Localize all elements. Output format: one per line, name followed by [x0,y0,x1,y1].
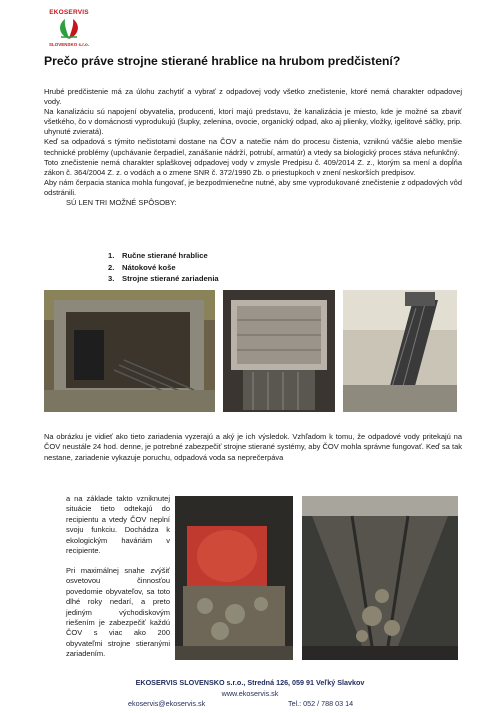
footer-email[interactable]: ekoservis@ekoservis.sk [128,699,206,708]
conclusion-text [66,566,170,660]
photo-mechanical-screen [343,290,457,412]
methods-list [108,250,219,285]
photo-clogged-screen [175,496,293,660]
photo-inlet-basket [223,290,335,412]
list-item: 1. Ručne stierané hrablice [108,251,208,260]
results-text-cont [66,494,170,556]
logo-subtitle: SLOVENSKO s.r.o. [48,42,89,47]
paragraph: Na kanalizáciu sú napojení obyvatelia, producenti, ktorí majú predstavu, že kanalizácia je miesto, kde je možné sa zbaviť všetkého, čo v domácnosti vyprodukujú (šupky, zelenina, ovocie, organický odpad, ako aj plienky, vložky, igelitové sáčky, prip. uhynuté zvieratá). [44,107,462,137]
paragraph: Hrubé predčistenie má za úlohu zachytiť a vybrať z odpadovej vody všetko znečistenie, ktoré nemá charakter odpadovej vody. [44,87,462,107]
paragraph: Aby nám čerpacia stanica mohla fungovať, je bezpodmienečne nutné, aby sme vyprodukované znečistenie z odpadových vôd odstránili. [44,177,462,197]
intro-text [44,87,462,208]
footer [0,678,500,710]
paragraph: Na obrázku je vidieť ako tieto zariadenia vyzerajú a aký je ich výsledok. Vzhľadom k tomu, že odpadové vody pritekajú na ČOV neustále 24 hod. denne, je potrebné zabezpečiť strojne stierané systémy, aby ČOV mohla správne fungovať. Keď sa tak nestane, zariadenie vykazuje poruchu, odpadová voda sa neprečerpáva [44,432,462,462]
logo-name: EKOSERVIS [49,9,89,16]
results-text [44,432,462,463]
logo-leaf-icon [55,17,83,41]
paragraph: Pri maximálnej snahe zvýšiť osvetovou činnosťou povedomie obyvateľov, sa toto dlhé roky nedarí, a preto jediným východiskovým riešením je zabezpečiť každú ČOV s viac ako 200 obyvateľmi strojne stieranými zariadením. [66,566,170,659]
footer-phone: Tel.: 052 / 788 03 14 [288,699,354,708]
methods-heading: SÚ LEN TRI MOŽNÉ SPÔSOBY: [66,198,177,208]
photo-pump-chamber [302,496,458,660]
paragraph: Toto znečistenie nemá charakter splaškovej odpadovej vody v zmysle Predpisu č. 409/2014 Z. z., ktorým sa mení a dopĺňa zákon č. 364/2004 Z. z. o vodách a o zmene SNR č. 372/1990 Zb. o priestupkoch v znení neskorších predpisov. [44,157,462,177]
footer-company: EKOSERVIS SLOVENSKO s.r.o., Stredná 126, 059 91 Veľký Slavkov [135,678,365,687]
photo-manual-screen [44,290,215,412]
company-logo [44,9,94,49]
list-item: 3. Strojne stierané zariadenia [108,274,219,284]
page-title: Prečo práve strojne stierané hrablice na hrubom predčistení? [44,54,401,68]
paragraph: Keď sa odpadová s týmito nečistotami dostane na ČOV a natečie nám do procesu čistenia, vzniknú väčšie alebo menšie technické problémy (upchávanie čerpadiel, zanášanie nádrží, potrubí, armatúr) a vtedy sa biologický proces stáva nefunkčný. [44,137,462,157]
paragraph: a na základe takto vzniknutej situácie tieto odtekajú do recipientu a vtedy ČOV neplní svoju funkciu. Dochádza k ekologickým haváriám v recipiente. [66,494,170,556]
footer-web[interactable]: www.ekoservis.sk [221,688,279,698]
list-item: 2. Nátokové koše [108,262,176,272]
